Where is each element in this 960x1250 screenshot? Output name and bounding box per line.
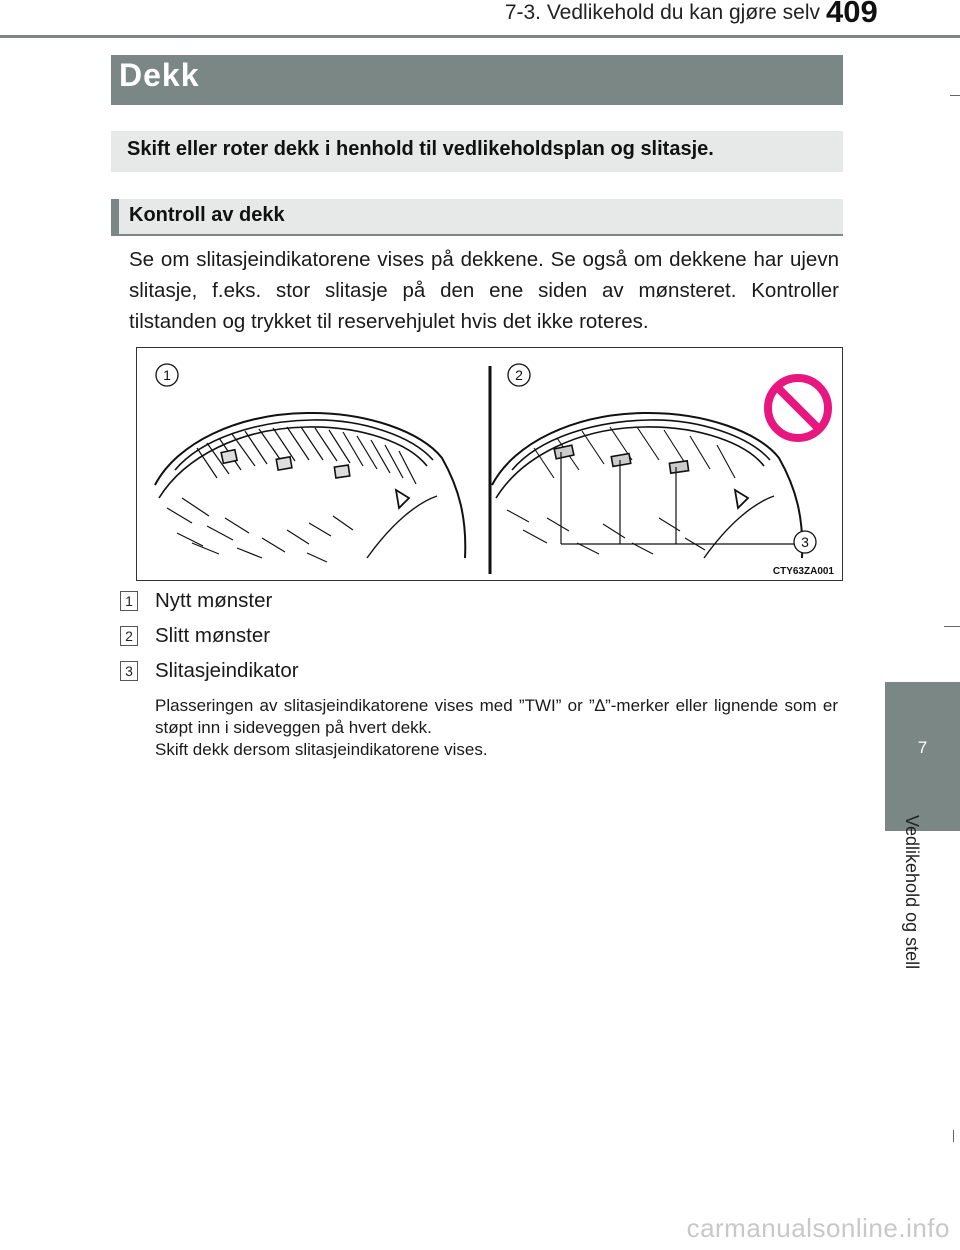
- page-number: 409: [826, 0, 878, 29]
- section-heading: Kontroll av dekk: [129, 204, 285, 226]
- summary-box: [111, 131, 843, 172]
- section-heading-stripe: [111, 199, 119, 234]
- legend-label: Slitasjeindikator: [155, 659, 299, 682]
- legend-label: Nytt mønster: [155, 589, 273, 612]
- crop-mark: [953, 1130, 954, 1142]
- legend-number: 3: [120, 661, 138, 681]
- watermark: carmanualsonline.info: [686, 1213, 950, 1243]
- page-title-bar: [111, 55, 843, 105]
- running-header-section: 7-3. Vedlikehold du kan gjøre selv: [504, 1, 820, 24]
- tire-figure: [136, 347, 843, 581]
- legend-number: 1: [120, 591, 138, 611]
- note-text: Skift dekk dersom slitasjeindikatorene vises.: [155, 740, 488, 759]
- section-heading-bar: [111, 199, 843, 236]
- callout-3-label: 3: [801, 534, 809, 550]
- legend-number: 2: [120, 626, 138, 646]
- header-rule: [0, 35, 960, 38]
- note-block: [155, 695, 838, 761]
- tire-illustration: [137, 348, 843, 581]
- chapter-number: 7: [917, 738, 928, 757]
- figure-code: CTY63ZA001: [772, 566, 834, 577]
- chapter-title: Vedlikehold og stell: [902, 815, 922, 970]
- callout-2-label: 2: [515, 367, 523, 383]
- prohibition-icon: [768, 378, 828, 438]
- crop-mark: [944, 626, 960, 627]
- legend-label: Slitt mønster: [155, 624, 271, 647]
- callout-3: [794, 531, 816, 553]
- callout-1: [156, 364, 178, 386]
- body-paragraph: Se om slitasjeindikatorene vises på dekkene. Se også om dekkene har ujevn slitasje, f.eks. stor slitasje på den ene siden av mønsteret. Kontroller tilstanden og trykket til reservehjulet hvis det ikke roteres.: [129, 248, 839, 333]
- callout-1-label: 1: [163, 367, 171, 383]
- new-tread-tire: [155, 413, 465, 562]
- crop-mark: [950, 95, 960, 96]
- callout-2: [508, 364, 530, 386]
- summary-text: Skift eller roter dekk i henhold til vedlikeholdsplan og slitasje.: [127, 138, 714, 160]
- chapter-tab: [885, 682, 960, 831]
- note-text: Plasseringen av slitasjeindikatorene vises med ”TWI” or ”∆”-merker eller lignende som er støpt inn i sideveggen på hvert dekk.: [155, 696, 838, 737]
- page-title: Dekk: [119, 57, 200, 93]
- worn-tread-tire: [492, 413, 802, 558]
